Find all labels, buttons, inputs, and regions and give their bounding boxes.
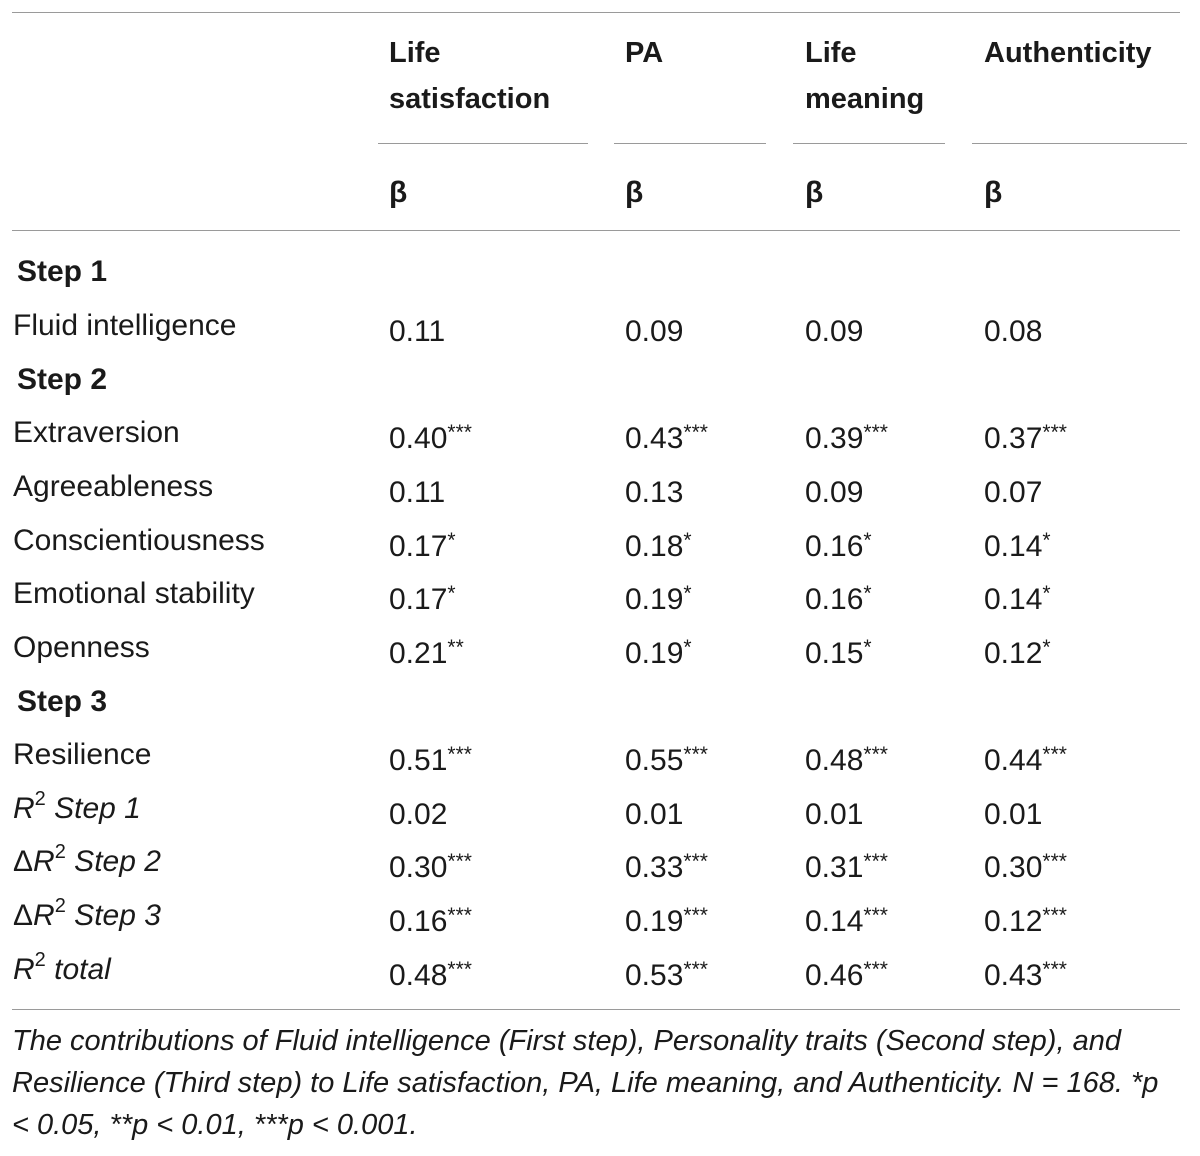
row-label-delta-r2-step3: $\Delta R^2$ Step 3 <box>13 895 161 932</box>
row-label-openness: Openness <box>13 631 150 664</box>
cell-r2-total-life-satisfaction: 0.48*** <box>389 958 472 992</box>
cell-conscientiousness-pa: 0.18* <box>625 529 692 563</box>
cell-openness-authenticity: 0.12* <box>984 636 1051 670</box>
row-label-emotional-stability: Emotional stability <box>13 577 255 610</box>
cell-emotional-stability-authenticity: 0.14* <box>984 582 1051 616</box>
cell-openness-life-satisfaction: 0.21** <box>389 636 464 670</box>
cell-r2-step1-authenticity: 0.01 <box>984 798 1043 831</box>
cell-conscientiousness-authenticity: 0.14* <box>984 529 1051 563</box>
cell-conscientiousness-life-satisfaction: 0.17* <box>389 529 456 563</box>
stat-label-pa: β <box>625 176 644 209</box>
row-label-fluid-intelligence: Fluid intelligence <box>13 309 237 342</box>
cell-delta-r2-step3-authenticity: 0.12*** <box>984 904 1067 938</box>
cell-fluid-pa: 0.09 <box>625 315 684 348</box>
cell-resilience-life-satisfaction: 0.51*** <box>389 743 472 777</box>
cell-delta-r2-step3-pa: 0.19*** <box>625 904 708 938</box>
table-footnote: The contributions of Fluid intelligence (First step), Personality traits (Second step), and Resilience (Third step) to Life satisfaction, PA, Life meaning, and Authenticity. N = 168. *p < 0.05, **p < 0.01, ***p < 0.001. <box>12 1025 1159 1141</box>
step-2-heading: Step 2 <box>17 363 108 396</box>
header-authenticity: Authenticity <box>984 37 1152 69</box>
table-bottom-rule <box>12 1009 1180 1010</box>
row-label-r2-total: $R^2$ total <box>13 949 111 986</box>
header-life-satisfaction: Life satisfaction <box>389 37 551 115</box>
top-rule <box>12 12 1180 13</box>
cell-delta-r2-step2-authenticity: 0.30*** <box>984 850 1067 884</box>
cell-agreeableness-authenticity: 0.07 <box>984 476 1043 509</box>
cell-openness-pa: 0.19* <box>625 636 692 670</box>
cell-resilience-pa: 0.55*** <box>625 743 708 777</box>
cell-conscientiousness-life-meaning: 0.16* <box>805 529 872 563</box>
header-pa: PA <box>625 37 664 69</box>
stat-label-life-meaning: β <box>805 176 824 209</box>
header-rule-authenticity <box>972 143 1187 144</box>
cell-extraversion-life-meaning: 0.39*** <box>805 421 888 455</box>
header-rule-pa <box>614 143 766 144</box>
cell-r2-step1-life-meaning: 0.01 <box>805 798 864 831</box>
cell-agreeableness-life-meaning: 0.09 <box>805 476 864 509</box>
stat-label-life-satisfaction: β <box>389 176 408 209</box>
cell-r2-total-life-meaning: 0.46*** <box>805 958 888 992</box>
cell-openness-life-meaning: 0.15* <box>805 636 872 670</box>
cell-delta-r2-step2-pa: 0.33*** <box>625 850 708 884</box>
cell-delta-r2-step2-life-meaning: 0.31*** <box>805 850 888 884</box>
cell-agreeableness-pa: 0.13 <box>625 476 684 509</box>
cell-fluid-authenticity: 0.08 <box>984 315 1043 348</box>
cell-r2-total-pa: 0.53*** <box>625 958 708 992</box>
row-label-delta-r2-step2: $\Delta R^2$ Step 2 <box>13 841 161 878</box>
cell-fluid-life-meaning: 0.09 <box>805 315 864 348</box>
cell-r2-step1-life-satisfaction: 0.02 <box>389 798 448 831</box>
cell-delta-r2-step3-life-meaning: 0.14*** <box>805 904 888 938</box>
cell-agreeableness-life-satisfaction: 0.11 <box>389 476 446 509</box>
cell-emotional-stability-pa: 0.19* <box>625 582 692 616</box>
row-label-r2-step1: $R^2$ Step 1 <box>13 788 141 825</box>
header-rule-life-satisfaction <box>378 143 588 144</box>
row-label-resilience: Resilience <box>13 738 152 771</box>
cell-r2-step1-pa: 0.01 <box>625 798 684 831</box>
cell-delta-r2-step2-life-satisfaction: 0.30*** <box>389 850 472 884</box>
cell-resilience-authenticity: 0.44*** <box>984 743 1067 777</box>
stat-label-authenticity: β <box>984 176 1003 209</box>
row-label-extraversion: Extraversion <box>13 416 180 449</box>
cell-resilience-life-meaning: 0.48*** <box>805 743 888 777</box>
step-3-heading: Step 3 <box>17 685 108 718</box>
cell-emotional-stability-life-satisfaction: 0.17* <box>389 582 456 616</box>
header-bottom-rule <box>12 230 1180 231</box>
row-label-agreeableness: Agreeableness <box>13 470 214 503</box>
row-label-conscientiousness: Conscientiousness <box>13 524 265 557</box>
header-life-meaning: Life meaning <box>805 37 925 115</box>
cell-extraversion-authenticity: 0.37*** <box>984 421 1067 455</box>
step-1-heading: Step 1 <box>17 255 108 288</box>
header-rule-life-meaning <box>793 143 945 144</box>
cell-extraversion-pa: 0.43*** <box>625 421 708 455</box>
cell-extraversion-life-satisfaction: 0.40*** <box>389 421 472 455</box>
cell-r2-total-authenticity: 0.43*** <box>984 958 1067 992</box>
cell-delta-r2-step3-life-satisfaction: 0.16*** <box>389 904 472 938</box>
cell-fluid-life-satisfaction: 0.11 <box>389 315 446 348</box>
cell-emotional-stability-life-meaning: 0.16* <box>805 582 872 616</box>
